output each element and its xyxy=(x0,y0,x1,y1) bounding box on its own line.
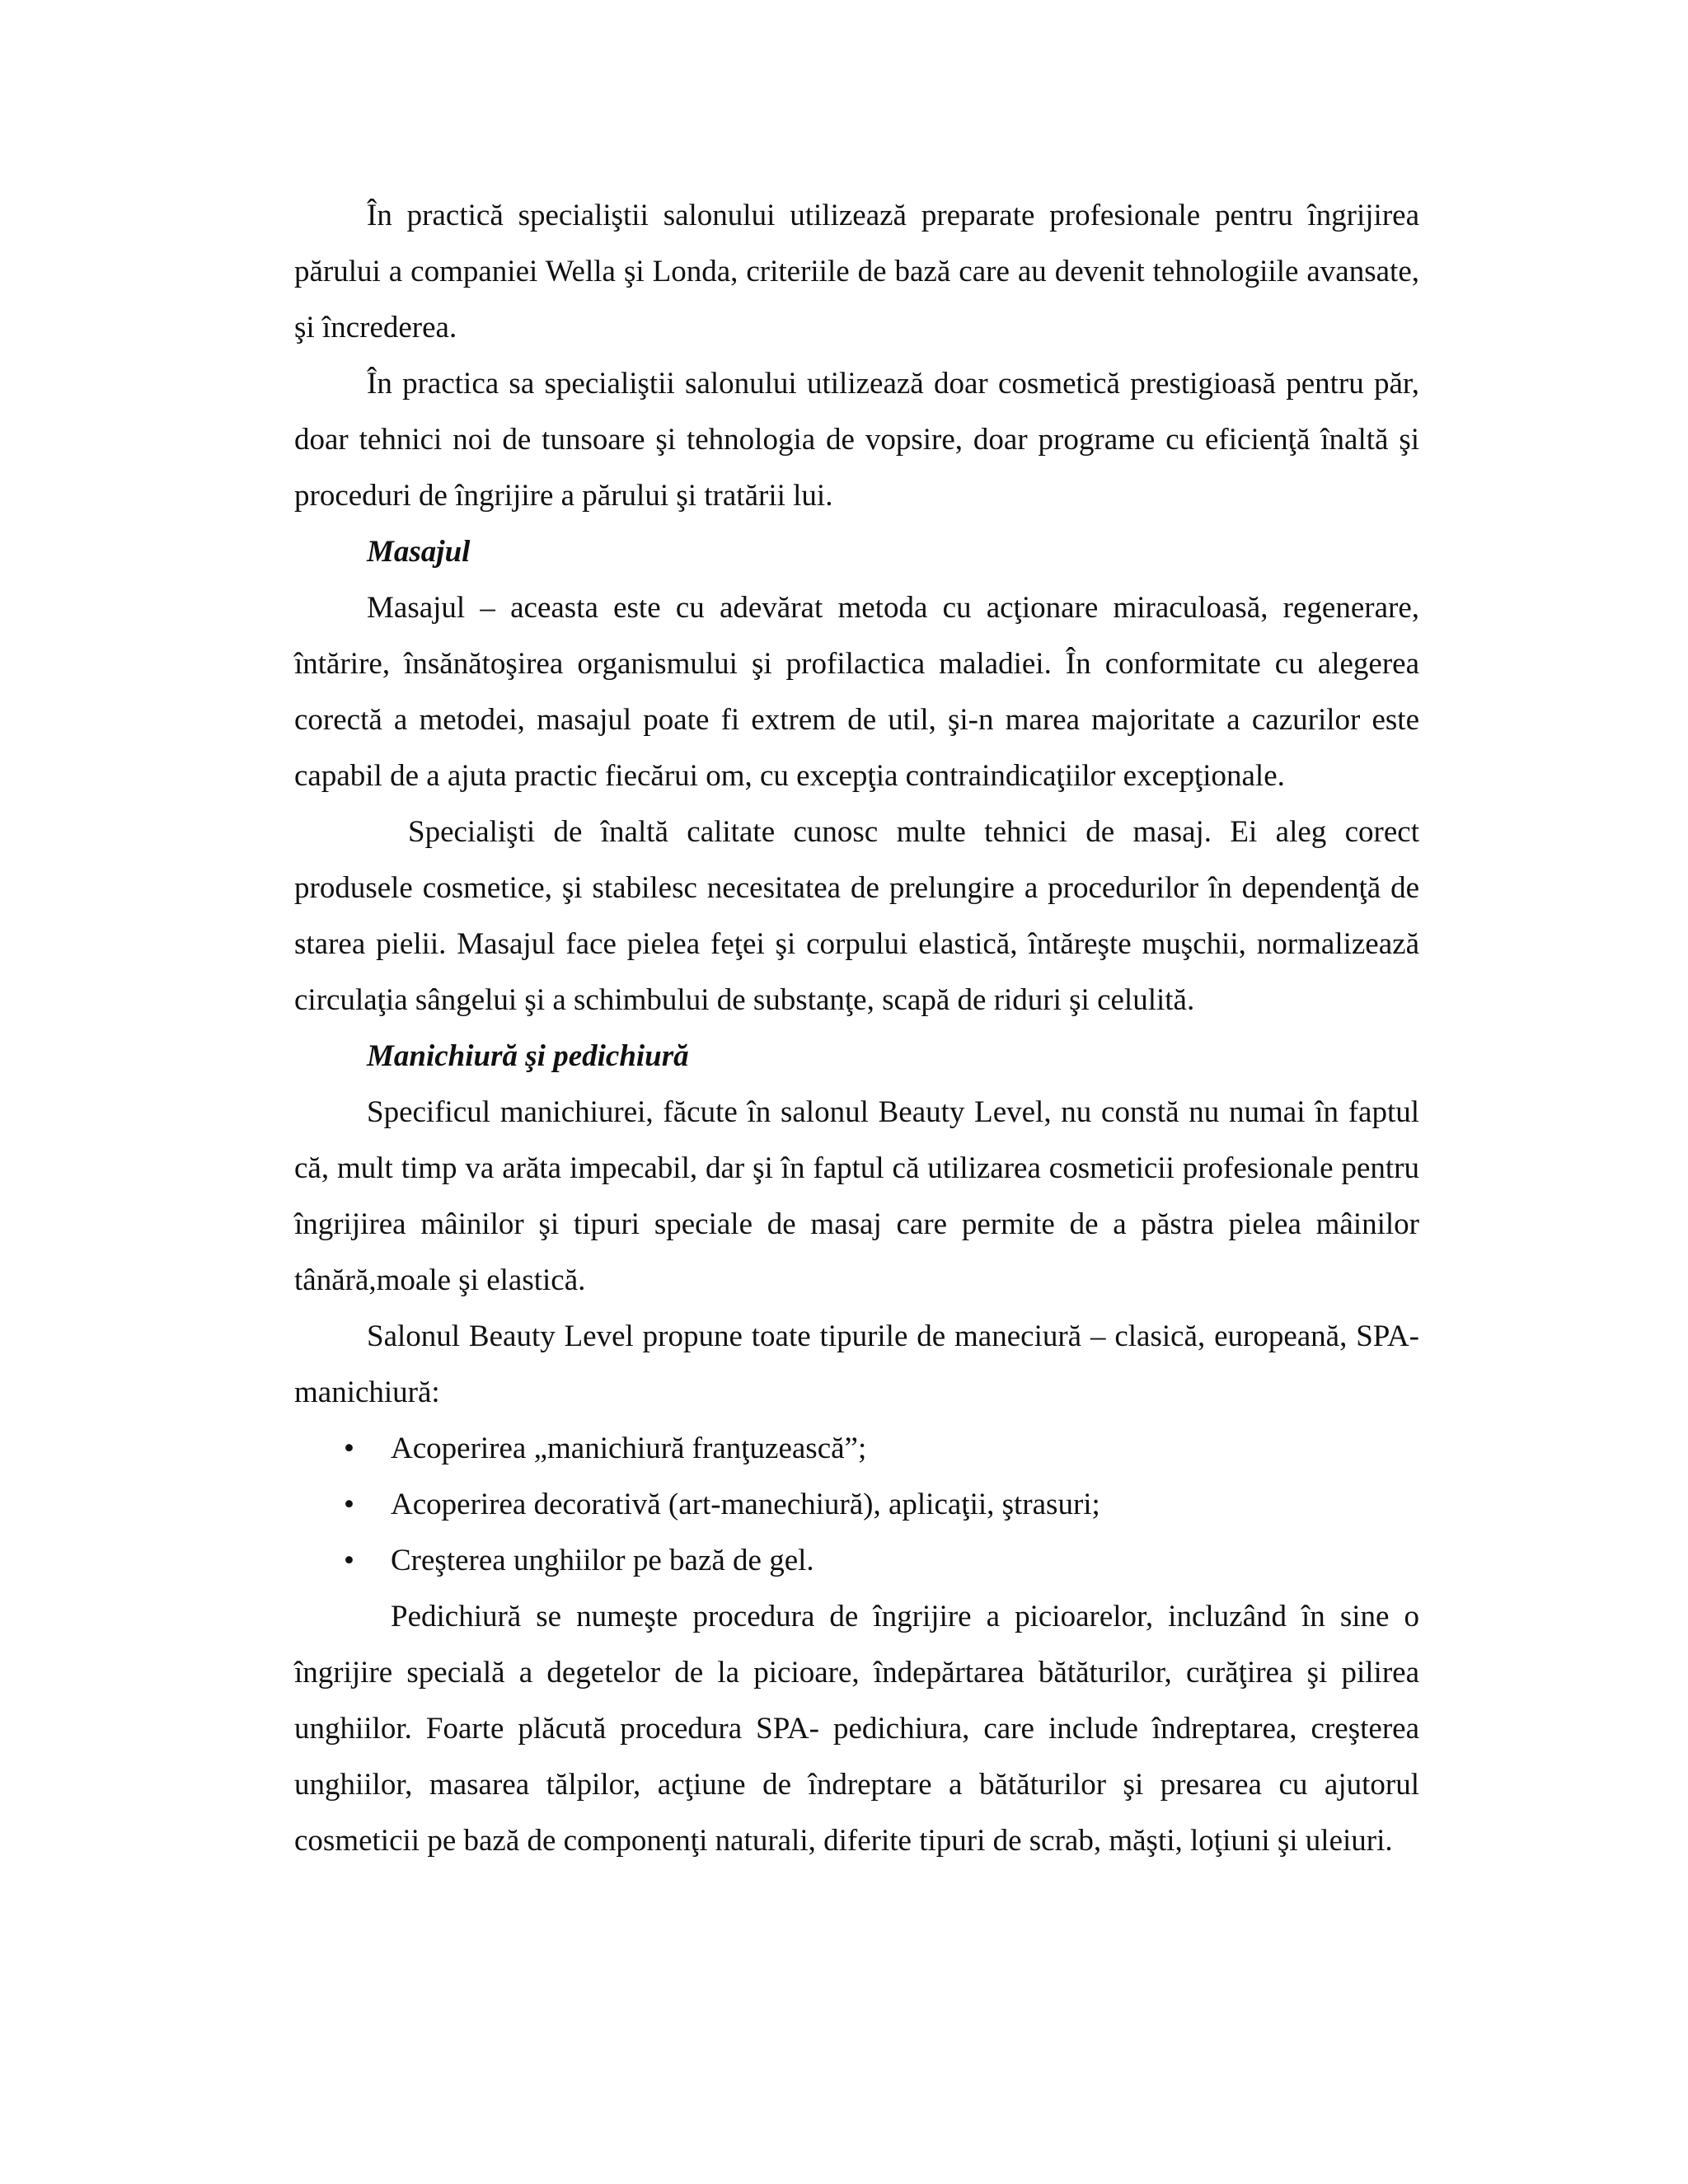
bullet-icon: • xyxy=(344,1432,354,1465)
section-heading-masajul: Masajul xyxy=(367,535,471,569)
list-item xyxy=(294,1421,1419,1477)
paragraph-specificul-manichiurei: Specificul manichiurei, făcute în salonul Beauty Level, nu constă nu numai în faptul că, mult timp va arăta impecabil, dar şi în faptul că utilizarea cosmeticii profesionale pentru îngrijirea mâinilor şi tipuri speciale de masaj care permite de a păstra pielea mâinilor tânără,moale şi elastică. xyxy=(294,1095,1419,1297)
paragraph-specialisti-masaj: Specialişti de înaltă calitate cunosc multe tehnici de masaj. Ei aleg corect produsele cosmetice, şi stabilesc necesitatea de prelungire a procedurilor în dependenţă de starea pielii. Masajul face pielea feţei şi corpului elastică, întăreşte muşchii, normalizează circulaţia sângelui şi a schimbului de substanţe, scapă de riduri şi celulită. xyxy=(294,815,1419,1017)
section-heading-manichiura: Manichiură şi pedichiură xyxy=(367,1039,689,1073)
list-item xyxy=(294,1533,1419,1589)
paragraph-wella-londa: În practică specialiştii salonului utilizează preparate profesionale pentru îngrijirea părului a companiei Wella şi Londa, criteriile de bază care au devenit tehnologiile avansate, şi încrederea. xyxy=(294,199,1419,344)
bullet-icon: • xyxy=(344,1488,354,1521)
list-item-text: Acoperirea „manichiură franţuzească”; xyxy=(391,1432,867,1465)
paragraph-masajul-metoda: Masajul – aceasta este cu adevărat metoda cu acţionare miraculoasă, regenerare, întărire, însănătoşirea organismului şi profilactica maladiei. În conformitate cu alegerea corectă a metodei, masajul poate fi extrem de util, şi-n marea majoritate a cazurilor este capabil de a ajuta practic fiecărui om, cu excepţia contraindicaţiilor excepţionale. xyxy=(294,591,1419,793)
paragraph-cosmetica-prestigioasa: În practica sa specialiştii salonului utilizează doar cosmetică prestigioasă pentru păr, doar tehnici noi de tunsoare şi tehnologia de vopsire, doar programe cu eficienţă înaltă şi proceduri de îngrijire a părului şi tratării lui. xyxy=(294,367,1419,513)
document-page xyxy=(294,188,1419,1869)
bullet-list-manichiura xyxy=(294,1421,1419,1589)
bullet-icon: • xyxy=(344,1544,354,1577)
list-item xyxy=(294,1477,1419,1533)
list-item-text: Creşterea unghiilor pe bază de gel. xyxy=(391,1544,814,1577)
paragraph-pedichiura: Pedichiură se numeşte procedura de îngrijire a picioarelor, incluzând în sine o îngrijire specială a degetelor de la picioare, îndepărtarea bătăturilor, curăţirea şi pilirea unghiilor. Foarte plăcută procedura SPA- pedichiura, care include îndreptarea, creşterea unghiilor, masarea tălpilor, acţiune de îndreptare a bătăturilor şi presarea cu ajutorul cosmeticii pe bază de componenţi naturali, diferite tipuri de scrab, măşti, loţiuni şi uleiuri. xyxy=(294,1600,1419,1858)
paragraph-tipuri-maneciura: Salonul Beauty Level propune toate tipurile de maneciură – clasică, europeană, SPA-manichiură: xyxy=(294,1319,1419,1409)
list-item-text: Acoperirea decorativă (art-manechiură), aplicaţii, ştrasuri; xyxy=(391,1488,1100,1521)
